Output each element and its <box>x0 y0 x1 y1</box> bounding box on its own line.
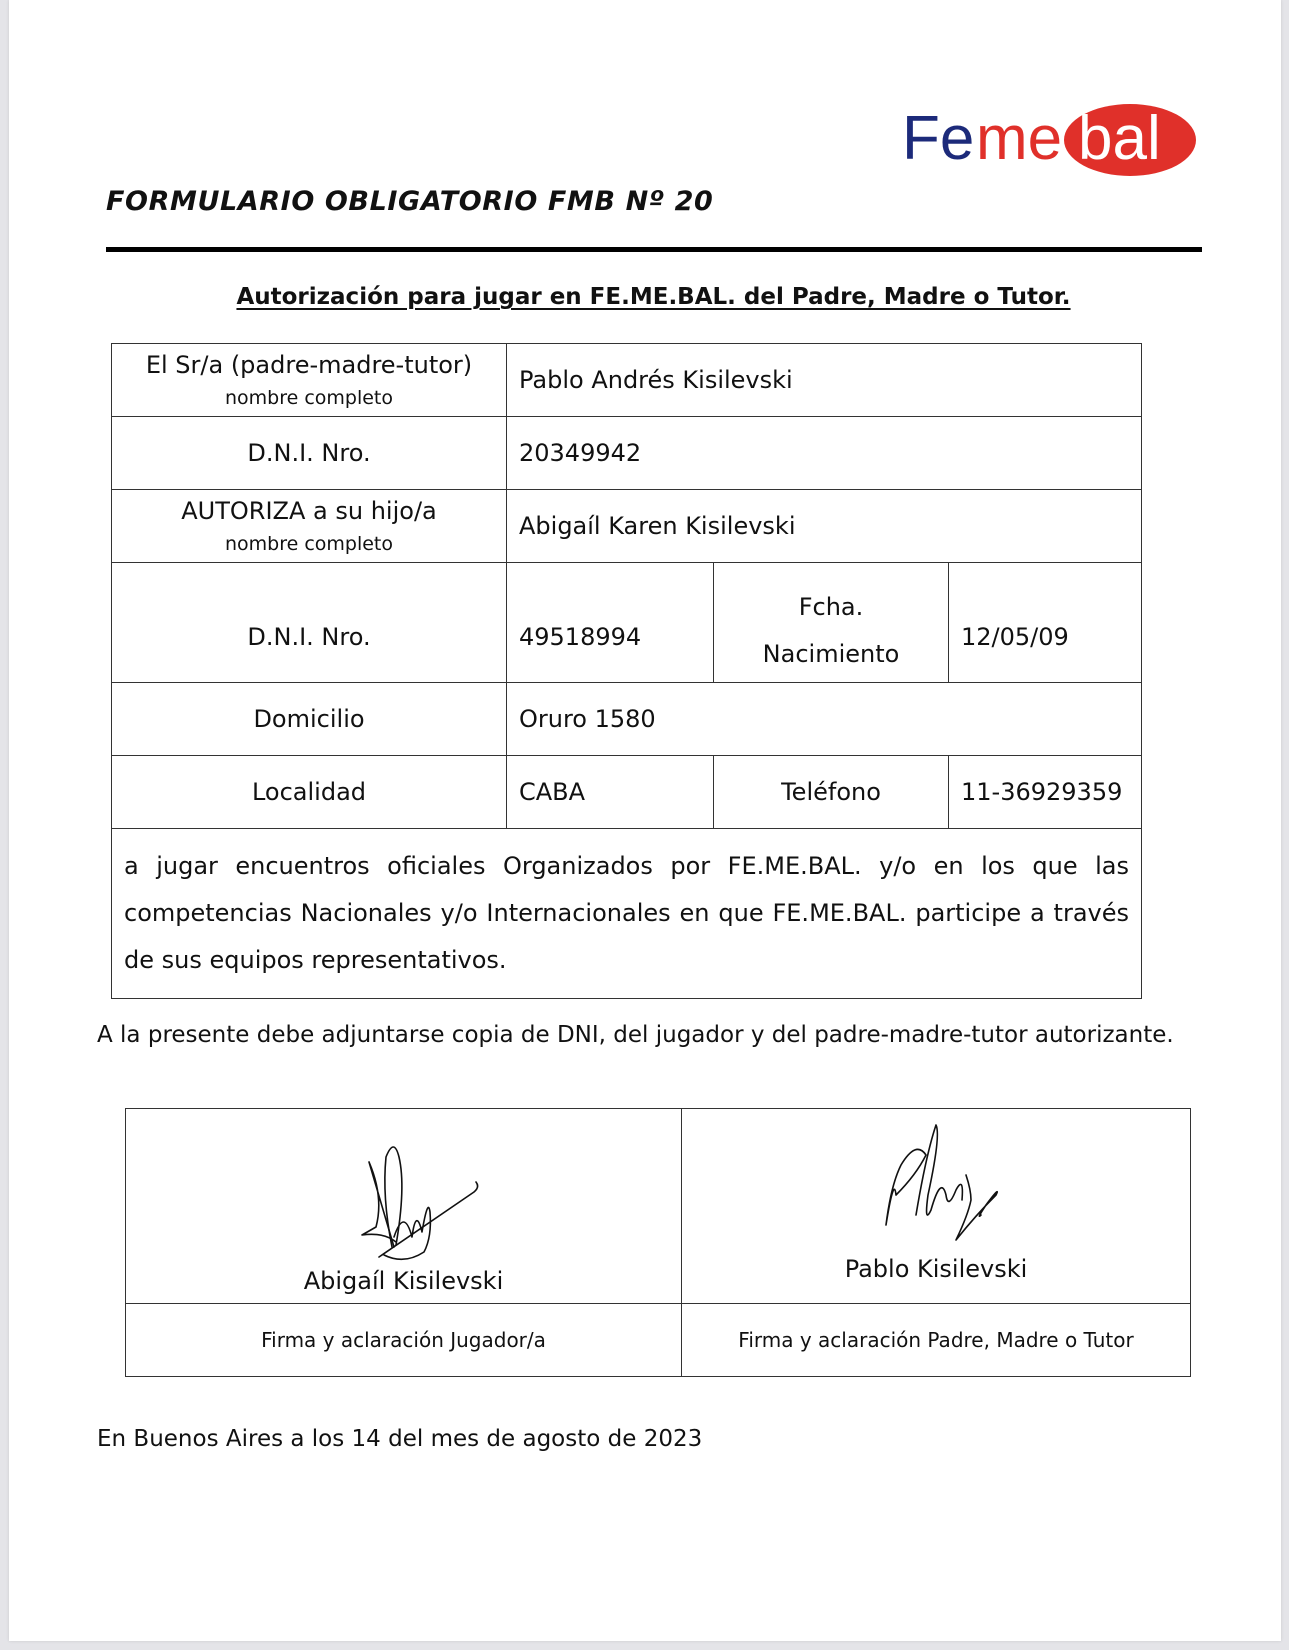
form-subtitle-text: Autorización para jugar en FE.ME.BAL. del Padre, Madre o Tutor. <box>236 284 1071 310</box>
guardian-dni-row <box>112 417 1142 490</box>
guardian-signature-name: Pablo Kisilevski <box>844 1255 1028 1283</box>
guardian-name-label: El Sr/a (padre-madre-tutor) <box>145 351 473 379</box>
attachment-note: A la presente debe adjuntarse copia de DNI, del jugador y del padre-madre-tutor autorizante. <box>97 1022 1174 1048</box>
guardian-signature-caption: Firma y aclaración Padre, Madre o Tutor <box>682 1304 1191 1377</box>
authorization-form-table <box>111 343 1142 999</box>
place-and-date: En Buenos Aires a los 14 del mes de agosto de 2023 <box>97 1426 703 1452</box>
femebal-logo <box>902 103 1197 178</box>
player-signature-caption: Firma y aclaración Jugador/a <box>126 1304 682 1377</box>
logo-text-bal: bal <box>1078 104 1161 173</box>
guardian-dni-label: D.N.I. Nro. <box>112 417 507 490</box>
guardian-name-value: Pablo Andrés Kisilevski <box>519 366 793 394</box>
child-dni-field[interactable] <box>507 563 714 683</box>
authorization-text: a jugar encuentros oficiales Organizados por FE.ME.BAL. y/o en los que las competencias Nacionales y/o Internacionales en que FE.ME.BAL. participe a través de sus equipos representativos. <box>124 852 1130 974</box>
birth-date-label-line2: Nacimiento <box>762 639 900 668</box>
birth-date-label-line1: Fcha. <box>798 592 864 621</box>
signature-table <box>125 1108 1191 1377</box>
guardian-dni-value: 20349942 <box>519 439 642 467</box>
child-dni-label-cell <box>112 563 507 683</box>
child-name-row <box>112 490 1142 563</box>
birth-date-label-cell <box>714 563 949 683</box>
guardian-signature-cell <box>682 1109 1191 1304</box>
city-label: Localidad <box>112 756 507 829</box>
birth-date-field[interactable] <box>949 563 1142 683</box>
guardian-name-label-cell <box>112 344 507 417</box>
player-signature-cell <box>126 1109 682 1304</box>
phone-value: 11-36929359 <box>961 778 1123 806</box>
child-name-sublabel: nombre completo <box>224 533 394 555</box>
child-name-label: AUTORIZA a su hijo/a <box>181 497 437 525</box>
city-field[interactable] <box>507 756 714 829</box>
child-name-value: Abigaíl Karen Kisilevski <box>519 512 796 540</box>
phone-label: Teléfono <box>714 756 949 829</box>
signature-row <box>126 1109 1191 1304</box>
logo-text-fe: Fe <box>902 104 975 173</box>
child-name-label-cell <box>112 490 507 563</box>
signature-caption-row <box>126 1304 1191 1377</box>
address-field[interactable] <box>507 683 1142 756</box>
address-value: Oruro 1580 <box>519 705 656 733</box>
guardian-signature-icon <box>856 1115 1016 1255</box>
form-subtitle <box>9 284 1289 310</box>
address-label: Domicilio <box>112 683 507 756</box>
header-divider <box>106 247 1202 252</box>
guardian-name-row <box>112 344 1142 417</box>
authorization-text-row <box>112 829 1142 999</box>
child-name-field[interactable] <box>507 490 1142 563</box>
player-signature-name: Abigaíl Kisilevski <box>303 1267 504 1295</box>
birth-date-value: 12/05/09 <box>961 622 1069 651</box>
form-title: FORMULARIO OBLIGATORIO FMB Nº 20 <box>106 186 714 217</box>
authorization-text-cell <box>112 829 1142 999</box>
guardian-name-field[interactable] <box>507 344 1142 417</box>
child-dni-value: 49518994 <box>519 622 642 651</box>
child-dni-row <box>112 563 1142 683</box>
city-phone-row <box>112 756 1142 829</box>
phone-field[interactable] <box>949 756 1142 829</box>
child-dni-label: D.N.I. Nro. <box>247 622 371 651</box>
player-signature-icon <box>324 1137 484 1267</box>
guardian-dni-field[interactable] <box>507 417 1142 490</box>
guardian-name-sublabel: nombre completo <box>224 387 394 409</box>
address-row <box>112 683 1142 756</box>
logo-text-me: me <box>976 104 1063 173</box>
city-value: CABA <box>519 778 586 806</box>
